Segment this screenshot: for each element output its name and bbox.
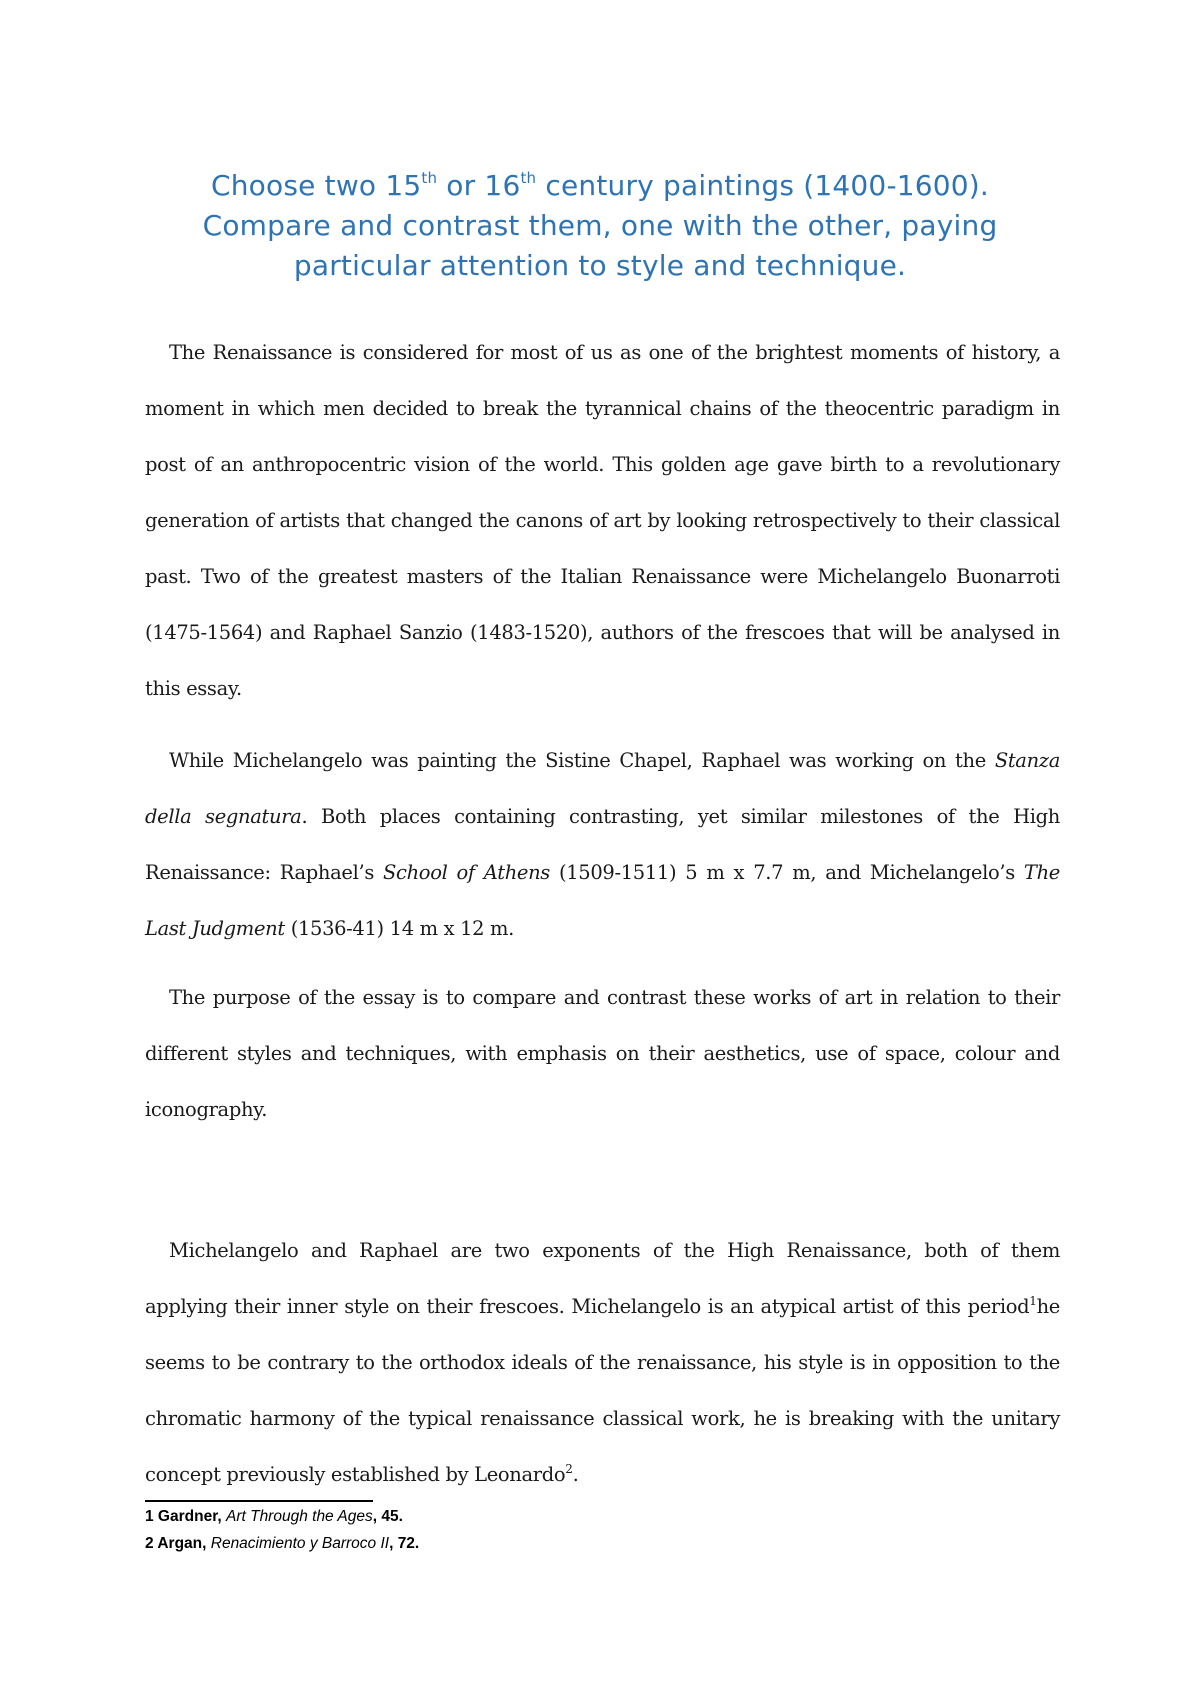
footnote-ref-2: 2 bbox=[565, 1462, 573, 1476]
paragraph-exponents: Michelangelo and Raphael are two exponents of the High Renaissance, both of them applying their inner style on their frescoes. Michelangelo is an atypical artist of this period$^1$he seems to be contrary to the orthodox ideals of the renaissance, his style is in opposition to the chromatic harmony of the typical renaissance classical work, he is breaking with the unitary concept previously established by Leonardo$^2$. bbox=[145, 1239, 1060, 1486]
paragraph-purpose: The purpose of the essay is to compare and contrast these works of art in relation to their different styles and techniques, with emphasis on their aesthetics, use of space, colour and iconography. bbox=[145, 986, 1060, 1121]
paragraph-intro: The Renaissance is considered for most of us as one of the brightest moments of history, a moment in which men decided to break the tyrannical chains of the theocentric paradigm in post of an anthropocentric vision of the world. This golden age gave birth to a revolutionary generation of artists that changed the canons of art by looking retrospectively to their classical past. Two of the greatest masters of the Italian Renaissance were Michelangelo Buonarroti (1475-1564) and Raphael Sanzio (1483-1520), authors of the frescoes that will be analysed in this essay. bbox=[145, 341, 1060, 700]
title-line3: particular attention to style and technique. bbox=[293, 249, 907, 282]
title-line2: Compare and contrast them, one with the other, paying bbox=[202, 209, 998, 242]
footnote-ref-1: 1 bbox=[1029, 1294, 1037, 1308]
essay-title bbox=[120, 166, 1080, 286]
italic-last-judgment: The Last Judgment bbox=[145, 861, 1060, 940]
footnote-1: 1 Gardner, Art Through the Ages, 45. bbox=[145, 1508, 403, 1525]
italic-school-of-athens: School of Athens bbox=[383, 861, 550, 884]
footnote-separator bbox=[145, 1500, 373, 1502]
italic-stanza: Stanza della segnatura bbox=[145, 749, 1060, 828]
footnote-2: 2 Argan, Renacimiento y Barroco II, 72. bbox=[145, 1535, 420, 1552]
paragraph-frescoes: While Michelangelo was painting the Sistine Chapel, Raphael was working on the Stanza della segnatura. Both places containing contrasting, yet similar milestones of the High Renaissance: Raphael’s School of Athens (1509-1511) 5 m x 7.7 m, and Michelangelo’s The Last Judgment (1536-41) 14 m x 12 m. bbox=[145, 749, 1060, 940]
title-line1: Choose two 15th or 16th century paintings (1400-1600). bbox=[210, 169, 990, 202]
